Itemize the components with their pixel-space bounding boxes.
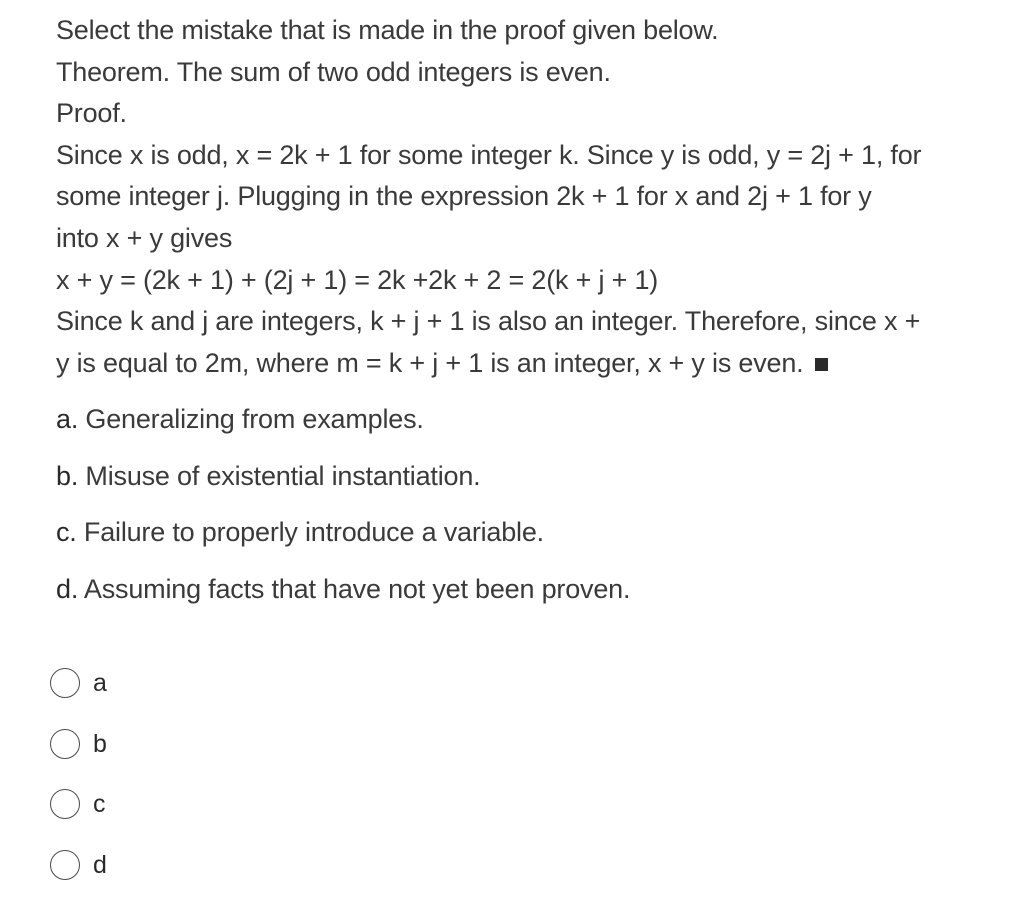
proof-heading: Proof. [56,98,127,129]
proof-line-3: into x + y gives [56,222,233,253]
proof-line-2: some integer j. Plugging in the expression 2k + 1 for x and 2j + 1 for y [56,181,872,212]
option-text: Assuming facts that have not yet been proven. [78,573,631,604]
question-prompt: Select the mistake that is made in the proof given below. [56,15,719,45]
radio-button-d[interactable] [50,850,80,880]
option-b-description [56,454,1006,511]
choice-c[interactable] [50,784,107,824]
radio-button-b[interactable] [50,729,80,759]
choice-label-d[interactable]: d [93,850,107,879]
radio-group [50,663,107,905]
choice-label-b[interactable]: b [93,729,107,758]
option-text: Failure to properly introduce a variable. [76,517,544,547]
qed-square-icon [815,358,828,371]
option-letter: c. [56,517,77,547]
choice-d[interactable] [50,845,107,885]
option-a-description [56,397,1006,454]
choice-label-c[interactable]: c [93,790,106,818]
choice-a[interactable] [50,663,107,703]
proof-line-4: Since k and j are integers, k + j + 1 is also an integer. Therefore, since x + [56,306,921,337]
proof-conclusion: y is equal to 2m, where m = k + j + 1 is an integer, x + y is even. [56,347,804,378]
proof-equation: x + y = (2k + 1) + (2j + 1) = 2k +2k + 2 = 2(k + j + 1) [56,264,659,295]
answer-descriptions [56,397,1006,623]
option-d-description [56,567,1006,624]
proof-line-1: Since x is odd, x = 2k + 1 for some integer k. Since y is odd, y = 2j + 1, for [56,139,922,170]
question-text [56,10,1006,384]
radio-button-a[interactable] [50,668,80,698]
radio-button-c[interactable] [50,789,80,819]
theorem-statement: Theorem. The sum of two odd integers is even. [56,56,611,87]
choice-b[interactable] [50,724,107,764]
option-c-description [56,510,1006,567]
option-letter: d. [56,573,79,604]
proof-line-5 [56,343,1006,385]
option-letter: b. [56,460,79,491]
option-letter: a. [56,404,79,434]
option-text: Generalizing from examples. [78,404,424,434]
option-text: Misuse of existential instantiation. [78,460,481,491]
choice-label-a[interactable]: a [93,669,107,697]
